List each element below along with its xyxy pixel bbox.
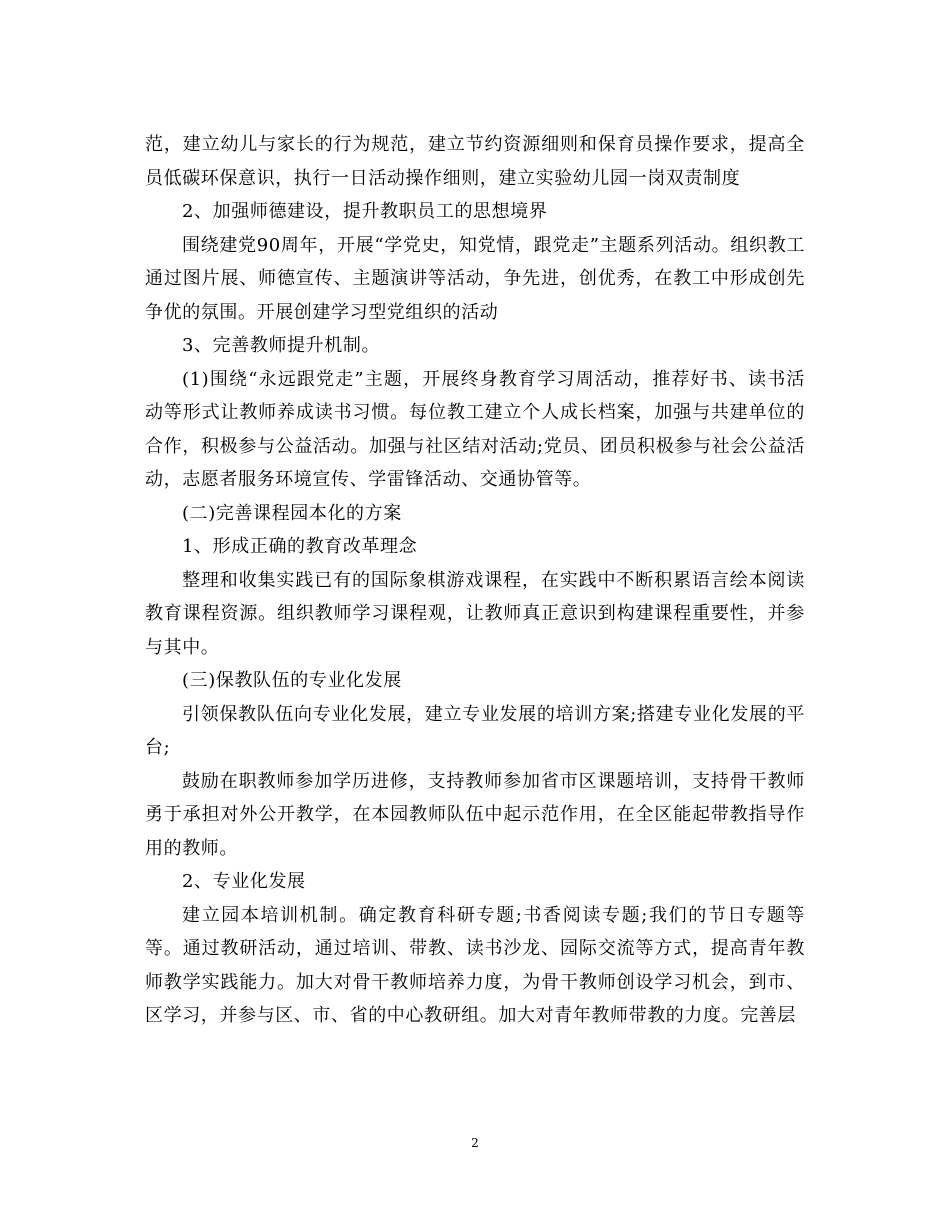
section-heading: 3、完善教师提升机制。 [182, 335, 381, 356]
paragraph: 鼓励在职教师参加学历进修，支持教师参加省市区课题培训，支持骨干教师勇于承担对外公开教学，在本园教师队伍中起示范作用，在全区能起带教指导作用的教师。 [145, 770, 805, 859]
paragraph: (1)围绕“永远跟党走”主题，开展终身教育学习周活动，推荐好书、读书活动等形式让教师养成读书习惯。每位教工建立个人成长档案，加强与共建单位的合作，积极参与公益活动。加强与社区结对活动;党员、团员积极参与社会公益活动，志愿者服务环境宣传、学雷锋活动、交通协管等。 [145, 368, 805, 490]
paragraph: 引领保教队伍向专业化发展，建立专业发展的培训方案;搭建专业化发展的平台; [145, 703, 805, 758]
section-heading: (二)完善课程园本化的方案 [182, 502, 402, 524]
paragraph: 建立园本培训机制。确定教育科研专题;书香阅读专题;我们的节日专题等等。通过教研活动，通过培训、带教、读书沙龙、园际交流等方式，提高青年教师教学实践能力。加大对骨干教师培养力度，为骨干教师创设学习机会，到市、区学习，并参与区、市、省的中心教研组。加大对青年教师带教的力度。完善层 [145, 904, 805, 1026]
paragraph: 整理和收集实践已有的国际象棋游戏课程，在实践中不断积累语言绘本阅读教育课程资源。组织教师学习课程观，让教师真正意识到构建课程重要性，并参与其中。 [145, 569, 805, 658]
section-heading: 2、专业化发展 [182, 871, 306, 892]
document-body [145, 128, 805, 1033]
section-heading: 1、形成正确的教育改革理念 [182, 536, 418, 557]
paragraph: 围绕建党90周年，开展“学党史，知党情，跟党走”主题系列活动。组织教工通过图片展、师德宣传、主题演讲等活动，争先进，创优秀，在教工中形成创先争优的氛围。开展创建学习型党组织的活动 [145, 234, 805, 323]
page-number: 2 [471, 1136, 479, 1150]
paragraph: 范，建立幼儿与家长的行为规范，建立节约资源细则和保育员操作要求，提高全员低碳环保意识，执行一日活动操作细则，建立实验幼儿园一岗双责制度 [145, 134, 805, 189]
section-heading: (三)保教队伍的专业化发展 [182, 670, 402, 691]
section-heading: 2、加强师德建设，提升教职员工的思想境界 [182, 201, 548, 222]
